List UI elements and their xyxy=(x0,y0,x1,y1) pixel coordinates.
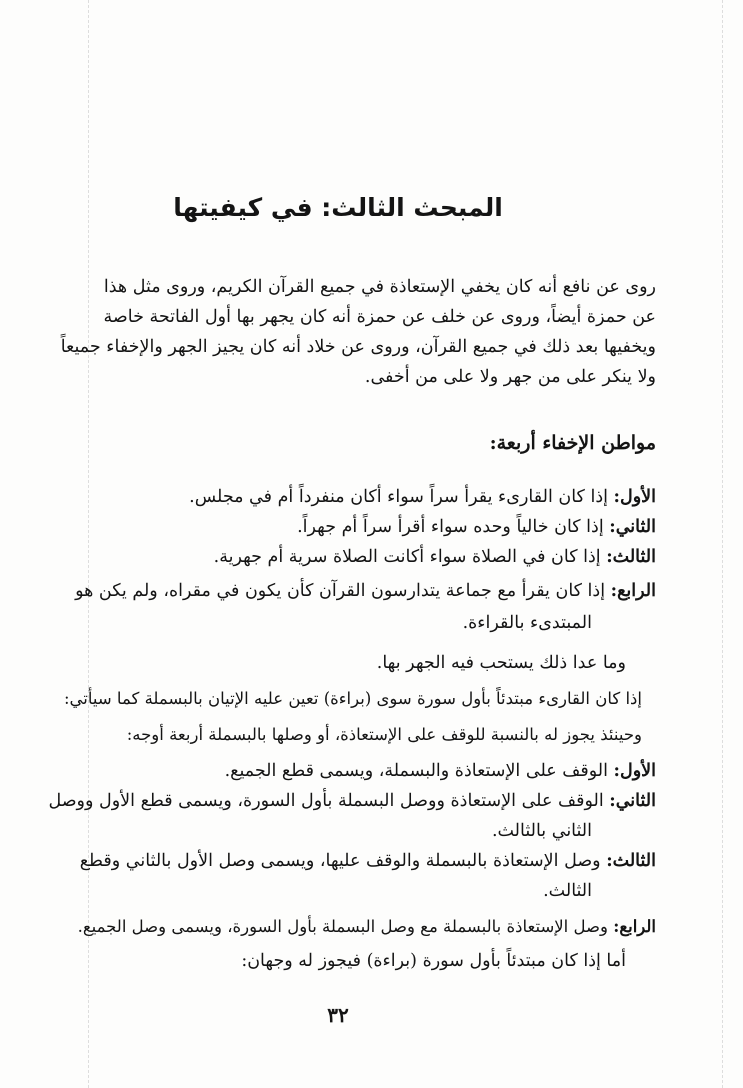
list-item-text: الثالث. xyxy=(543,881,592,901)
list-item-label: الثاني: xyxy=(609,791,656,811)
list-item-label: الثالث: xyxy=(606,851,656,871)
scan-margin-line xyxy=(722,0,723,1088)
paragraph-line: إذا كان القارىء مبتدئاً بأول سورة سوى (براءة) تعين عليه الإتيان بالبسملة كما سيأتي: xyxy=(63,689,642,708)
closing-line: أما إذا كان مبتدئاً بأول سورة (براءة) فيجوز له وجهان: xyxy=(241,951,626,971)
list-item xyxy=(48,790,656,812)
list-item-text: الوقف على الإستعاذة والبسملة، ويسمى قطع الجميع. xyxy=(224,761,614,781)
list-item xyxy=(297,516,656,538)
list-item-text: الثاني بالثالث. xyxy=(491,821,592,841)
list-item-label: الأول: xyxy=(613,487,656,507)
note-line: وما عدا ذلك يستحب فيه الجهر بها. xyxy=(376,653,626,673)
list-item-text: إذا كان يقرأ مع جماعة يتدارسون القرآن كأن يكون في مقراه، ولم يكن هو xyxy=(75,581,611,601)
list-item-continuation xyxy=(543,880,592,902)
list-item xyxy=(75,580,656,602)
section-title: المبحث الثالث: في كيفيتها xyxy=(173,193,503,222)
paragraph-line: ولا ينكر على من جهر ولا على من أخفى. xyxy=(364,367,656,387)
list-item-continuation xyxy=(492,820,592,842)
paragraph-line: وحينئذ يجوز له بالنسبة للوقف على الإستعاذة، أو وصلها بالبسملة أربعة أوجه: xyxy=(126,725,642,744)
list-item xyxy=(225,760,656,782)
list-item-text: الوقف على الإستعاذة ووصل البسملة بأول السورة، ويسمى قطع الأول ووصل xyxy=(48,791,610,811)
list-item xyxy=(189,486,656,508)
list-item-label: الرابع: xyxy=(613,917,656,936)
list-item xyxy=(78,916,656,938)
paragraph-line: ويخفيها بعد ذلك في جميع القرآن، وروى عن خلاد أنه كان يجيز الجهر والإخفاء جميعاً xyxy=(60,337,656,357)
list-item-label: الأول: xyxy=(613,761,656,781)
section-heading: مواطن الإخفاء أربعة: xyxy=(489,432,656,454)
list-item-text: وصل الإستعاذة بالبسملة مع وصل البسملة بأول السورة، ويسمى وصل الجميع. xyxy=(77,917,614,936)
list-item-text: إذا كان خالياً وحده سواء أقرأ سراً أم جهراً. xyxy=(297,517,610,537)
list-item-label: الثالث: xyxy=(606,547,656,567)
list-item-continuation xyxy=(463,612,592,634)
list-item-label: الثاني: xyxy=(609,517,656,537)
list-item xyxy=(80,850,656,872)
list-item xyxy=(214,546,656,568)
list-item-text: إذا كان في الصلاة سواء أكانت الصلاة سرية أم جهرية. xyxy=(213,547,607,567)
book-page xyxy=(20,0,656,1088)
paragraph-line: عن حمزة أيضاً، وروى عن خلف عن حمزة أنه كان يجهر بها أول الفاتحة خاصة xyxy=(103,307,656,327)
list-item-text: وصل الإستعاذة بالبسملة والوقف عليها، ويسمى وصل الأول بالثاني وقطع xyxy=(79,851,607,871)
paragraph-line: روى عن نافع أنه كان يخفي الإستعاذة في جميع القرآن الكريم، وروى مثل هذا xyxy=(103,277,656,297)
list-item-text: إذا كان القارىء يقرأ سراً سواء أكان منفرداً أم في مجلس. xyxy=(189,487,614,507)
page-number: ٣٢ xyxy=(327,1003,349,1027)
list-item-label: الرابع: xyxy=(610,581,656,601)
list-item-text: المبتدىء بالقراءة. xyxy=(462,613,592,633)
